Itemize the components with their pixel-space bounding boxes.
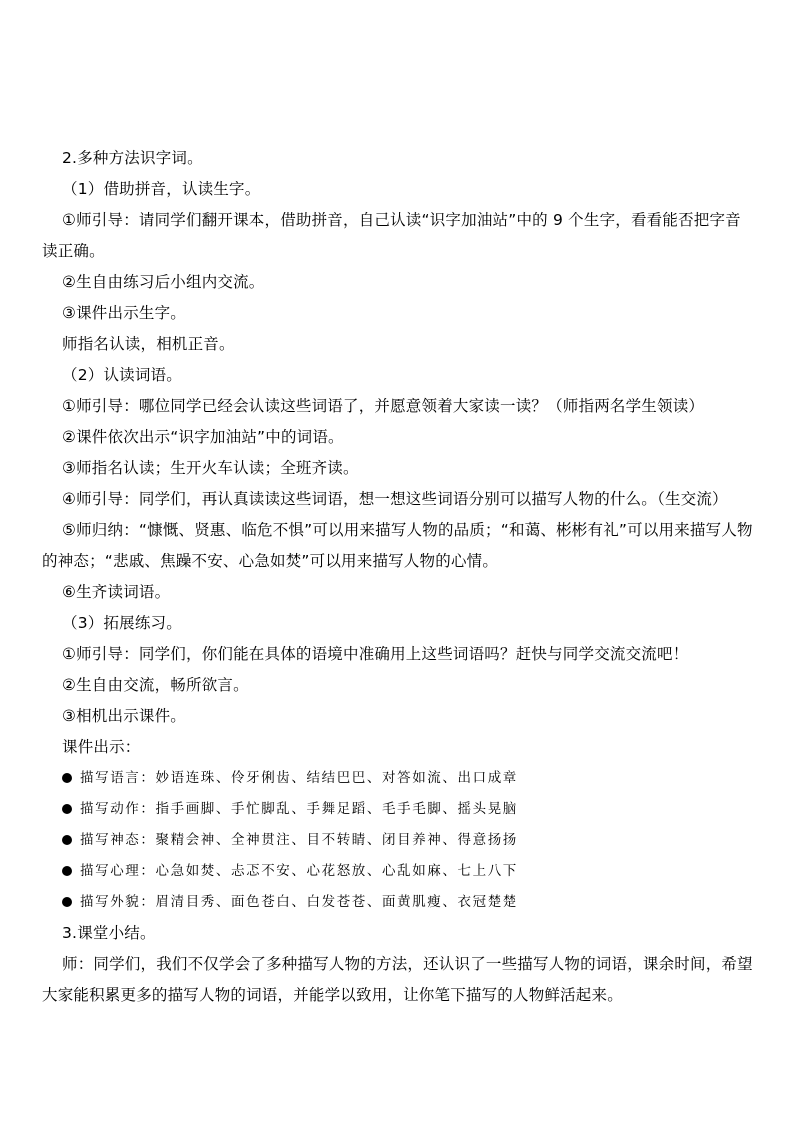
- list-item-words: 聚精会神、全神贯注、目不转睛、闭目养神、得意扬扬: [155, 832, 518, 848]
- section-heading-summary: 3.课堂小结。: [62, 924, 156, 942]
- bullet-icon: [62, 835, 72, 845]
- list-item: [42, 794, 754, 825]
- list-item-category: 描写语言：: [80, 770, 156, 786]
- section-heading-methods: 2.多种方法识字词。: [62, 149, 203, 167]
- list-item-words: 心急如焚、忐忑不安、心花怒放、心乱如麻、七上八下: [155, 863, 518, 879]
- courseware-label: 课件出示：: [62, 738, 141, 756]
- subheading-words: （2）认读词语。: [62, 366, 182, 384]
- list-item: [42, 856, 754, 887]
- step-paragraph: ①师引导：请同学们翻开课本，借助拼音，自己认读“识字加油站”中的 9 个生字，看看能否把字音读正确。: [42, 211, 741, 260]
- step-paragraph: 师指名认读，相机正音。: [62, 335, 235, 353]
- bullet-icon: [62, 773, 72, 783]
- step-paragraph: ②生自由交流，畅所欲言。: [62, 676, 249, 694]
- summary-paragraph: 师：同学们，我们不仅学会了多种描写人物的方法，还认识了一些描写人物的词语，课余时间，希望大家能积累更多的描写人物的词语，并能学以致用，让你笔下描写的人物鲜活起来。: [42, 955, 753, 1004]
- courseware-list: [42, 763, 754, 918]
- list-item-category: 描写外貌：: [80, 894, 156, 910]
- subheading-pinyin: （1）借助拼音，认读生字。: [62, 180, 261, 198]
- step-paragraph: ③课件出示生字。: [62, 304, 186, 322]
- step-paragraph: ⑥生齐读词语。: [62, 583, 171, 601]
- list-item-words: 眉清目秀、面色苍白、白发苍苍、面黄肌瘦、衣冠楚楚: [155, 894, 518, 910]
- list-item-words: 妙语连珠、伶牙俐齿、结结巴巴、对答如流、出口成章: [155, 770, 518, 786]
- step-paragraph: ④师引导：同学们，再认真读读这些词语，想一想这些词语分别可以描写人物的什么。（生交流）: [62, 490, 728, 508]
- step-paragraph: ②课件依次出示“识字加油站”中的词语。: [62, 428, 344, 446]
- list-item-words: 指手画脚、手忙脚乱、手舞足蹈、毛手毛脚、摇头晃脑: [155, 801, 518, 817]
- list-item: [42, 825, 754, 856]
- list-item-category: 描写心理：: [80, 863, 156, 879]
- step-paragraph: ②生自由练习后小组内交流。: [62, 273, 265, 291]
- subheading-practice: （3）拓展练习。: [62, 614, 182, 632]
- bullet-icon: [62, 866, 72, 876]
- list-item-category: 描写动作：: [80, 801, 156, 817]
- list-item-category: 描写神态：: [80, 832, 156, 848]
- step-paragraph: ③相机出示课件。: [62, 707, 186, 725]
- list-item: [42, 763, 754, 794]
- step-paragraph: ①师引导：同学们，你们能在具体的语境中准确用上这些词语吗？赶快与同学交流交流吧！: [62, 645, 689, 663]
- step-paragraph: ③师指名认读；生开火车认读；全班齐读。: [62, 459, 359, 477]
- step-paragraph: ①师引导：哪位同学已经会认读这些词语了，并愿意领着大家读一读？（师指两名学生领读）: [62, 397, 705, 415]
- list-item: [42, 887, 754, 918]
- bullet-icon: [62, 897, 72, 907]
- document-body: [42, 143, 754, 1011]
- bullet-icon: [62, 804, 72, 814]
- step-paragraph: ⑤师归纳：“慷慨、贤惠、临危不惧”可以用来描写人物的品质；“和蔼、彬彬有礼”可以用来描写人物的神态；“悲戚、焦躁不安、心急如焚”可以用来描写人物的心情。: [42, 521, 753, 570]
